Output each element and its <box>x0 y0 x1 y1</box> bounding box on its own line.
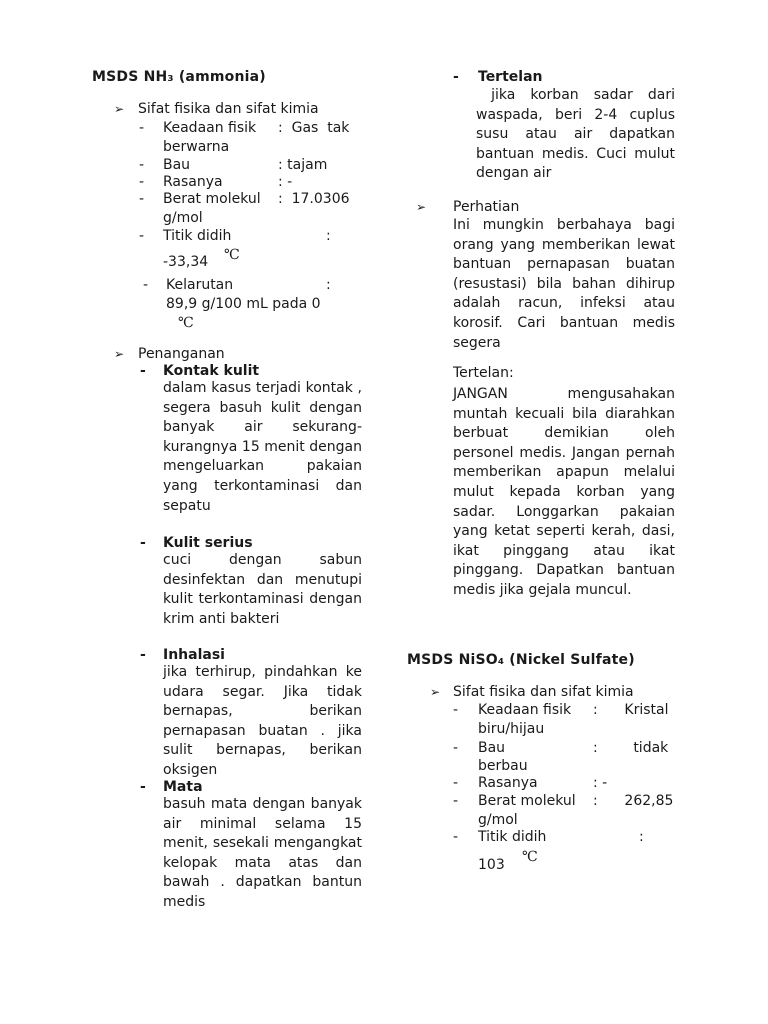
section-heading: Perhatian <box>453 199 520 215</box>
paragraph: basuh mata dengan banyak air minimal selama 15 menit, sesekali mengangkat kelopak mata atas dan bawah . dapatkan bantun medis <box>163 796 362 910</box>
field-value: g/mol <box>163 210 203 226</box>
field-value: : - <box>278 174 293 190</box>
msds-nickel-sulfate-title: MSDS NiSO₄ (Nickel Sulfate) <box>407 652 635 668</box>
field-label: Titik didih <box>478 829 547 845</box>
celsius-icon: ℃ <box>178 315 194 331</box>
section-heading: Sifat fisika dan sifat kimia <box>138 101 319 117</box>
paragraph: JANGAN mengusahakan muntah kecuali bila diarahkan berbuat demikian oleh personel medis. Jangan pernah memberikan apapun melalui mulut kepada korban yang sadar. Longgarkan pakaian yang ketat seperti kerah, dasi, ikat pinggang atau ikat pinggang. Dapatkan bantuan medis jika gejala muncul. <box>453 386 675 598</box>
field-value: : 17.0306 <box>278 191 350 207</box>
label: Tertelan: <box>453 365 514 381</box>
subsection-title: Mata <box>163 779 203 795</box>
field-label: Keadaan fisik <box>478 702 572 718</box>
dash-icon: - <box>139 120 145 136</box>
field-value: : - <box>593 775 608 791</box>
subsection-title: Kulit serius <box>163 535 253 551</box>
field-value: : 262,85 <box>593 793 674 809</box>
dash-icon: - <box>453 69 459 85</box>
dash-icon: - <box>143 277 149 293</box>
arrow-bullet-icon: ➢ <box>416 200 427 214</box>
celsius-icon: ℃ <box>522 849 538 865</box>
field-value: : tajam <box>278 157 328 173</box>
field-value: : Kristal <box>593 702 669 718</box>
subsection-title: Inhalasi <box>163 647 225 663</box>
field-value: 103 <box>478 857 505 873</box>
paragraph: Ini mungkin berbahaya bagi orang yang memberikan lewat bantuan pernapasan buatan (resustasi) bila bahan dihirup adalah racun, infeksi atau korosif. Cari bantuan medis segera <box>453 217 675 351</box>
paragraph: jika terhirup, pindahkan ke udara segar. Jika tidak bernapas, berikan pernapasan buatan . jika sulit bernapas, berikan oksigen <box>163 664 362 778</box>
field-value: g/mol <box>478 812 518 828</box>
arrow-bullet-icon: ➢ <box>114 347 125 361</box>
field-colon: : <box>639 829 644 845</box>
field-value: berbau <box>478 758 528 774</box>
dash-icon: - <box>453 702 459 718</box>
field-value: : Gas tak <box>278 120 350 136</box>
paragraph: cuci dengan sabun desinfektan dan menutupi kulit terkontaminasi dengan krim anti bakteri <box>163 552 362 627</box>
dash-icon: - <box>453 775 459 791</box>
dash-icon: - <box>139 191 145 207</box>
section-heading: Sifat fisika dan sifat kimia <box>453 684 634 700</box>
arrow-bullet-icon: ➢ <box>114 102 125 116</box>
subsection-title: Kontak kulit <box>163 363 260 379</box>
dash-icon: - <box>453 793 459 809</box>
field-label: Titik didih <box>163 228 232 244</box>
field-colon: : <box>326 277 331 293</box>
field-label: Kelarutan <box>166 277 234 293</box>
dash-icon: - <box>140 535 146 551</box>
field-label: Bau <box>478 740 506 756</box>
paragraph: dalam kasus terjadi kontak , segera basuh kulit dengan banyak air sekurang-kurangnya 15 menit dengan mengeluarkan pakaian yang terkontaminasi dan sepatu <box>163 380 362 514</box>
arrow-bullet-icon: ➢ <box>430 685 441 699</box>
field-label: Berat molekul <box>478 793 576 809</box>
field-value: -33,34 <box>163 254 209 270</box>
paragraph: jika korban sadar dari waspada, beri 2-4 cuplus susu atau air dapatkan bantuan medis. Cuci mulut dengan air <box>476 87 680 182</box>
field-value: biru/hijau <box>478 721 545 737</box>
dash-icon: - <box>139 228 145 244</box>
dash-icon: - <box>453 740 459 756</box>
msds-ammonia-title: MSDS NH₃ (ammonia) <box>92 69 266 85</box>
field-colon: : <box>326 228 331 244</box>
dash-icon: - <box>139 157 145 173</box>
dash-icon: - <box>139 174 145 190</box>
celsius-icon: ℃ <box>224 247 240 263</box>
field-value: berwarna <box>163 139 230 155</box>
section-heading: Penanganan <box>138 346 225 362</box>
field-label: Keadaan fisik <box>163 120 257 136</box>
field-value: 89,9 g/100 mL pada 0 <box>166 296 321 312</box>
subsection-title: Tertelan <box>478 69 543 85</box>
field-label: Rasanya <box>478 775 538 791</box>
field-label: Berat molekul <box>163 191 261 207</box>
dash-icon: - <box>140 363 146 379</box>
field-label: Rasanya <box>163 174 223 190</box>
dash-icon: - <box>453 829 459 845</box>
dash-icon: - <box>140 779 146 795</box>
dash-icon: - <box>140 647 146 663</box>
field-value: : tidak <box>593 740 669 756</box>
field-label: Bau <box>163 157 191 173</box>
